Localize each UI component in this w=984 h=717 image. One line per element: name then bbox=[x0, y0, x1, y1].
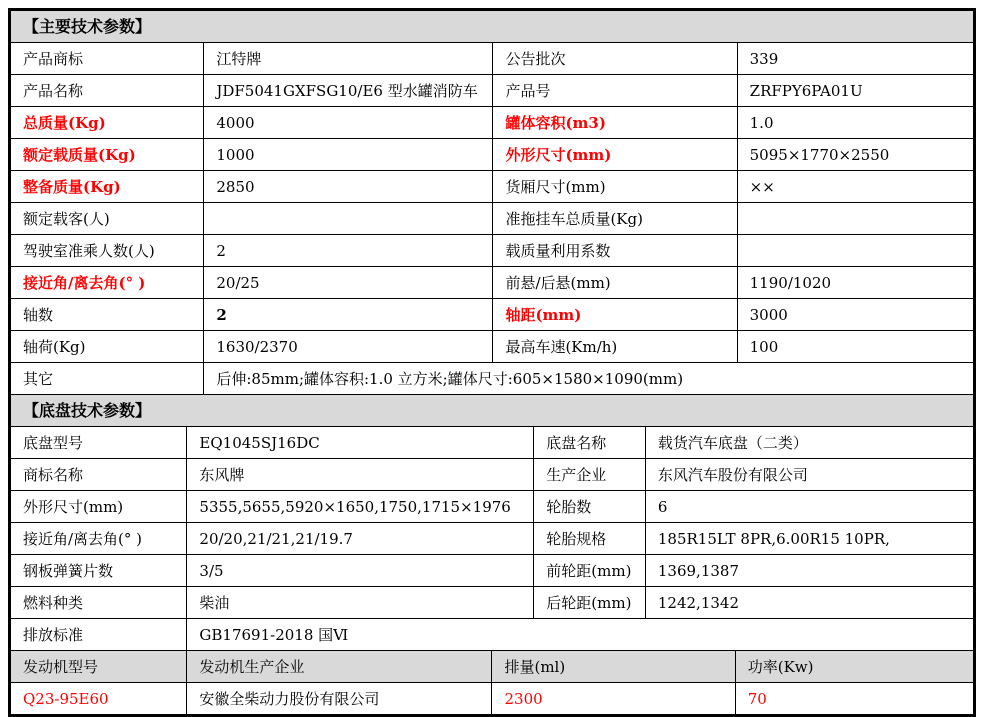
engine-power-value: 70 bbox=[735, 683, 973, 715]
main-params-section-row bbox=[11, 11, 974, 43]
spec-label: 轴荷(Kg) bbox=[11, 331, 204, 363]
spec-value: 1242,1342 bbox=[645, 587, 973, 619]
spec-label: 货厢尺寸(mm) bbox=[493, 171, 737, 203]
chassis-params-section-row bbox=[11, 395, 974, 427]
engine-params-table bbox=[10, 650, 974, 715]
spec-row bbox=[11, 427, 974, 459]
spec-label: 底盘名称 bbox=[534, 427, 646, 459]
main-params-table bbox=[10, 10, 974, 395]
spec-row bbox=[11, 555, 974, 587]
spec-row bbox=[11, 299, 974, 331]
spec-value: 3000 bbox=[737, 299, 973, 331]
spec-label: 其它 bbox=[11, 363, 204, 395]
spec-value: ZRFPY6PA01U bbox=[737, 75, 973, 107]
spec-row bbox=[11, 107, 974, 139]
spec-value: 1190/1020 bbox=[737, 267, 973, 299]
spec-row bbox=[11, 43, 974, 75]
spec-document bbox=[8, 8, 976, 717]
spec-row bbox=[11, 139, 974, 171]
engine-header-maker: 发动机生产企业 bbox=[187, 651, 492, 683]
spec-value: 3/5 bbox=[187, 555, 534, 587]
spec-value: 载货汽车底盘（二类） bbox=[645, 427, 973, 459]
spec-value: 20/25 bbox=[204, 267, 493, 299]
spec-label: 产品名称 bbox=[11, 75, 204, 107]
spec-label: 整备质量(Kg) bbox=[11, 171, 204, 203]
spec-value: 1630/2370 bbox=[204, 331, 493, 363]
engine-header-row bbox=[11, 651, 974, 683]
spec-label: 准拖挂车总质量(Kg) bbox=[493, 203, 737, 235]
engine-displacement-value: 2300 bbox=[492, 683, 735, 715]
spec-value: EQ1045SJ16DC bbox=[187, 427, 534, 459]
spec-value bbox=[737, 235, 973, 267]
spec-label: 载质量利用系数 bbox=[493, 235, 737, 267]
spec-value: 5355,5655,5920×1650,1750,1715×1976 bbox=[187, 491, 534, 523]
spec-value bbox=[204, 203, 493, 235]
spec-value: 2 bbox=[204, 299, 493, 331]
spec-value: 2 bbox=[204, 235, 493, 267]
spec-label: 接近角/离去角(° ) bbox=[11, 523, 187, 555]
spec-row bbox=[11, 331, 974, 363]
spec-value: 东风汽车股份有限公司 bbox=[645, 459, 973, 491]
spec-value bbox=[737, 203, 973, 235]
spec-value: 江特牌 bbox=[204, 43, 493, 75]
spec-value: GB17691-2018 国Ⅵ bbox=[187, 619, 974, 651]
spec-value: 6 bbox=[645, 491, 973, 523]
spec-row-other bbox=[11, 363, 974, 395]
spec-label: 商标名称 bbox=[11, 459, 187, 491]
spec-value: ×× bbox=[737, 171, 973, 203]
spec-value: 4000 bbox=[204, 107, 493, 139]
spec-value: 1000 bbox=[204, 139, 493, 171]
spec-label: 轮胎数 bbox=[534, 491, 646, 523]
spec-row-emission bbox=[11, 619, 974, 651]
spec-value: 1.0 bbox=[737, 107, 973, 139]
spec-row bbox=[11, 523, 974, 555]
spec-row bbox=[11, 587, 974, 619]
spec-label: 钢板弹簧片数 bbox=[11, 555, 187, 587]
spec-value: 1369,1387 bbox=[645, 555, 973, 587]
spec-row bbox=[11, 459, 974, 491]
spec-row bbox=[11, 491, 974, 523]
spec-value: 339 bbox=[737, 43, 973, 75]
engine-maker-value: 安徽全柴动力股份有限公司 bbox=[187, 683, 492, 715]
spec-row bbox=[11, 267, 974, 299]
spec-value: 后伸:85mm;罐体容积:1.0 立方米;罐体尺寸:605×1580×1090(mm) bbox=[204, 363, 974, 395]
spec-label: 轴数 bbox=[11, 299, 204, 331]
engine-model-value: Q23-95E60 bbox=[11, 683, 187, 715]
spec-row bbox=[11, 203, 974, 235]
spec-label: 总质量(Kg) bbox=[11, 107, 204, 139]
spec-label: 轮胎规格 bbox=[534, 523, 646, 555]
spec-label: 产品号 bbox=[493, 75, 737, 107]
spec-label: 燃料种类 bbox=[11, 587, 187, 619]
spec-label: 额定载客(人) bbox=[11, 203, 204, 235]
spec-label: 排放标准 bbox=[11, 619, 187, 651]
spec-label: 额定载质量(Kg) bbox=[11, 139, 204, 171]
spec-label: 轴距(mm) bbox=[493, 299, 737, 331]
spec-label: 前轮距(mm) bbox=[534, 555, 646, 587]
spec-label: 最高车速(Km/h) bbox=[493, 331, 737, 363]
spec-value: 185R15LT 8PR,6.00R15 10PR, bbox=[645, 523, 973, 555]
spec-label: 前悬/后悬(mm) bbox=[493, 267, 737, 299]
spec-value: 5095×1770×2550 bbox=[737, 139, 973, 171]
spec-label: 产品商标 bbox=[11, 43, 204, 75]
spec-value: JDF5041GXFSG10/E6 型水罐消防车 bbox=[204, 75, 493, 107]
chassis-params-title: 【底盘技术参数】 bbox=[11, 395, 974, 427]
spec-label: 生产企业 bbox=[534, 459, 646, 491]
spec-label: 接近角/离去角(° ) bbox=[11, 267, 204, 299]
spec-label: 罐体容积(m3) bbox=[493, 107, 737, 139]
spec-label: 外形尺寸(mm) bbox=[493, 139, 737, 171]
spec-value: 东风牌 bbox=[187, 459, 534, 491]
spec-value: 100 bbox=[737, 331, 973, 363]
spec-label: 后轮距(mm) bbox=[534, 587, 646, 619]
chassis-params-table bbox=[10, 394, 974, 651]
spec-label: 外形尺寸(mm) bbox=[11, 491, 187, 523]
spec-label: 驾驶室准乘人数(人) bbox=[11, 235, 204, 267]
spec-value: 柴油 bbox=[187, 587, 534, 619]
engine-value-row bbox=[11, 683, 974, 715]
spec-value: 2850 bbox=[204, 171, 493, 203]
spec-row bbox=[11, 171, 974, 203]
main-params-title: 【主要技术参数】 bbox=[11, 11, 974, 43]
spec-row bbox=[11, 235, 974, 267]
engine-header-model: 发动机型号 bbox=[11, 651, 187, 683]
engine-header-power: 功率(Kw) bbox=[735, 651, 973, 683]
spec-row bbox=[11, 75, 974, 107]
spec-value: 20/20,21/21,21/19.7 bbox=[187, 523, 534, 555]
engine-header-displacement: 排量(ml) bbox=[492, 651, 735, 683]
spec-label: 底盘型号 bbox=[11, 427, 187, 459]
spec-label: 公告批次 bbox=[493, 43, 737, 75]
